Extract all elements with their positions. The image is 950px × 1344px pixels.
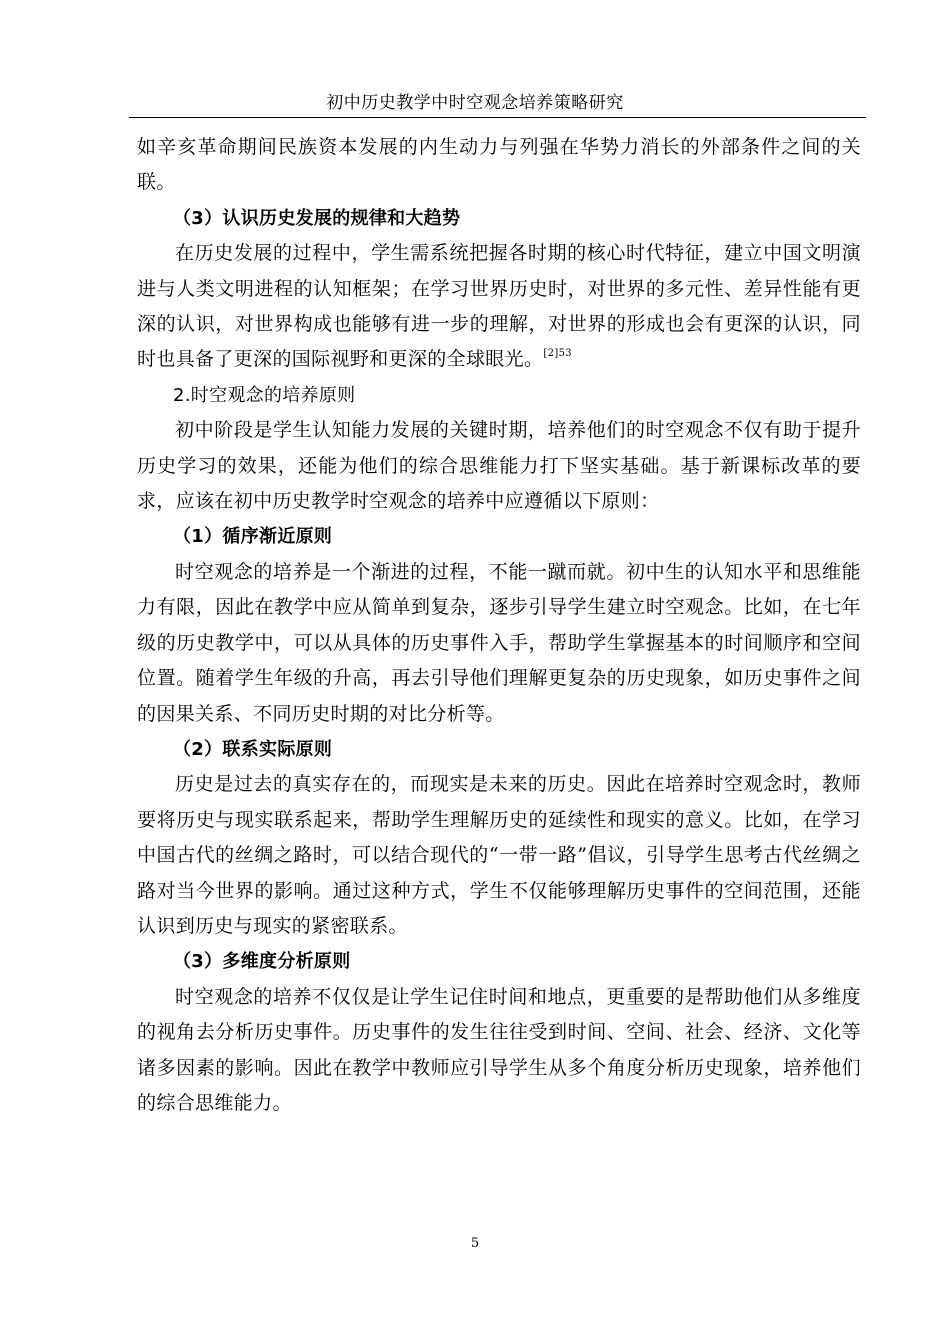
subsection-heading: （3）认识历史发展的规律和大趋势 (173, 207, 461, 229)
subsection-heading: （3）多维度分析原则 (173, 951, 351, 973)
paragraph: 时空观念的培养是一个渐进的过程，不能一蹴而就。初中生的认知水平和思维能力有限，因此在教学中应从简单到复杂，逐步引导学生建立时空观念。比如，在七年级的历史教学中，可以从具体的历史事件入手，帮助学生掌握基本的时间顺序和空间位置。随着学生年级的升高，再去引导他们理解更复杂的历史现象，如历史事件之间的因果关系、不同历史时期的对比分析等。 (137, 560, 861, 725)
paragraph-text: 在历史发展的过程中，学生需系统把握各时期的核心时代特征，建立中国文明演进与人类文明进程的认知框架；在学习世界历史时，对世界的多元性、差异性能有更深的认识，对世界构成也能够有进一步的理解，对世界的形成也会有更深的认识，同时也具备了更深的国际视野和更深的全球眼光。 (137, 242, 861, 371)
subsection-heading: （2）联系实际原则 (173, 738, 333, 760)
subsection-heading: （1）循序渐近原则 (173, 526, 333, 548)
paragraph: 初中阶段是学生认知能力发展的关键时期，培养他们的时空观念不仅有助于提升历史学习的效果，还能为他们的综合思维能力打下坚实基础。基于新课标改革的要求，应该在初中历史教学时空观念的培养中应遵循以下原则： (137, 419, 861, 513)
section-heading: 2.时空观念的培养原则 (173, 384, 356, 406)
paragraph: 时空观念的培养不仅仅是让学生记住时间和地点，更重要的是帮助他们从多维度的视角去分析历史事件。历史事件的发生往往受到时间、空间、社会、经济、文化等诸多因素的影响。因此在教学中教师应引导学生从多个角度分析历史现象，培养他们的综合思维能力。 (137, 985, 861, 1114)
header-rule (129, 117, 866, 118)
paragraph: 如辛亥革命期间民族资本发展的内生动力与列强在华势力消长的外部条件之间的关联。 (137, 136, 861, 194)
page-body (137, 130, 861, 1121)
paragraph (137, 236, 861, 378)
paragraph: 历史是过去的真实存在的，而现实是未来的历史。因此在培养时空观念时，教师要将历史与现实联系起来，帮助学生理解历史的延续性和现实的意义。比如，在学习中国古代的丝绸之路时，可以结合现代的“一带一路”倡议，引导学生思考古代丝绸之路对当今世界的影响。通过这种方式，学生不仅能够理解历史事件的空间范围，还能认识到历史与现实的紧密联系。 (137, 773, 861, 937)
page-number: 5 (470, 1236, 480, 1251)
running-header: 初中历史教学中时空观念培养策略研究 (326, 93, 624, 113)
citation: [2]53 (543, 348, 572, 360)
